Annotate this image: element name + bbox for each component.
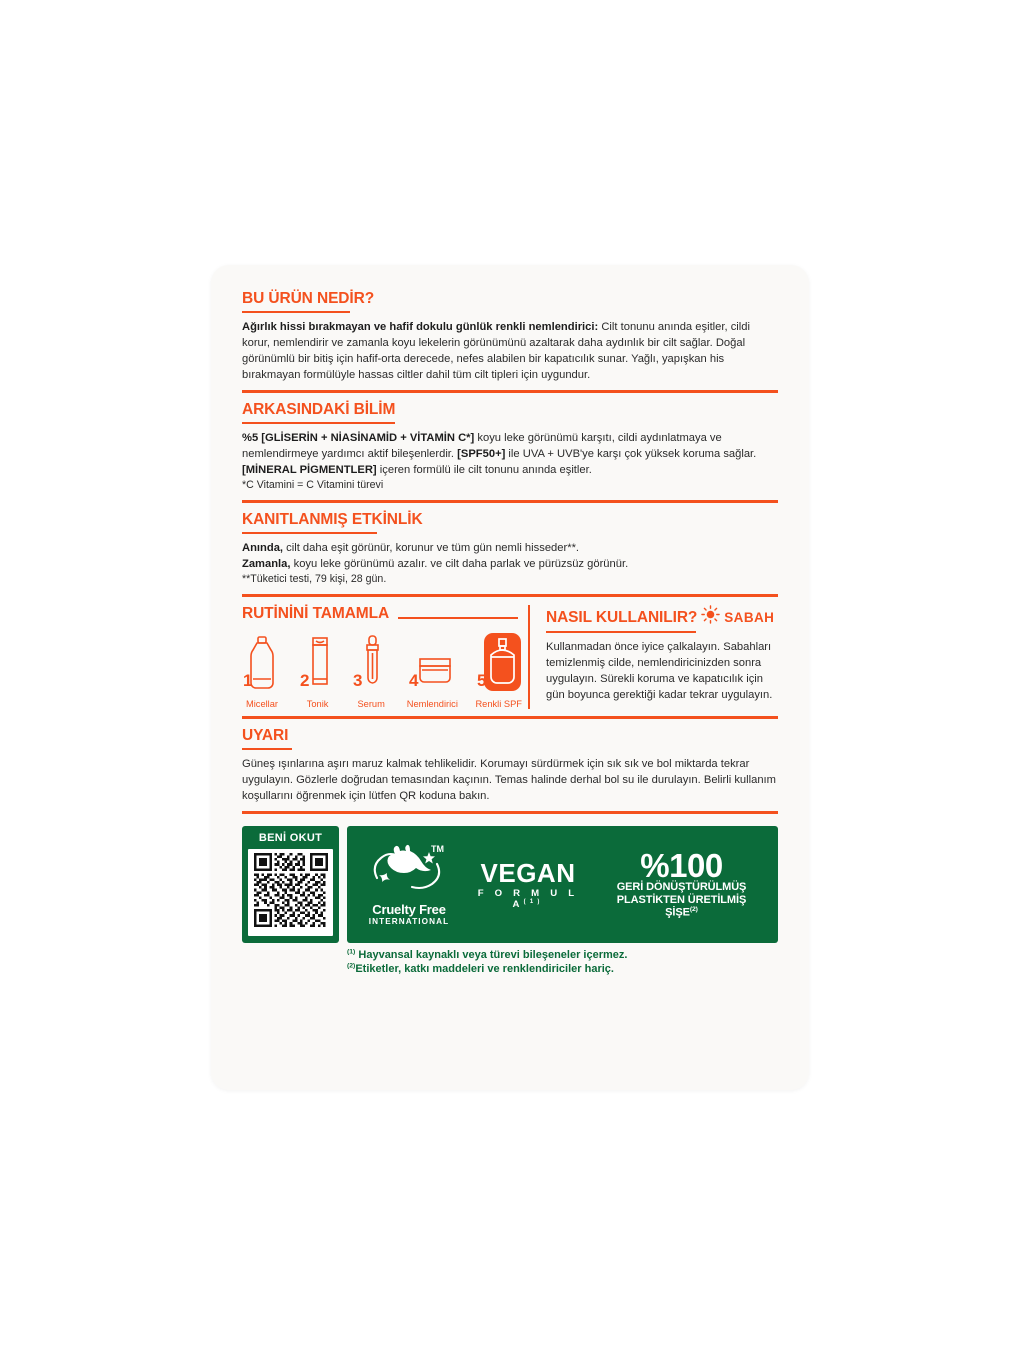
routine-step-2[interactable] [300,633,336,709]
vegan-marker: (1) [523,898,544,905]
recycled-line-3-text: ŞİŞE [665,906,690,919]
efficacy-line-2 [242,556,778,572]
section-efficacy [242,511,778,587]
routine-header [242,605,518,623]
section-science [242,401,778,493]
usage-time-label: SABAH [724,609,775,625]
efficacy-footnote: **Tüketici testi, 79 kişi, 28 gün. [242,573,387,586]
efficacy-line-2-text: koyu leke görünümü azalır. ve cilt daha parlak ve pürüzsüz görünür. [290,558,629,571]
routine-steps [242,633,522,709]
section-title-science: ARKASINDAKİ BİLİM [242,401,396,419]
cruelty-free-sub: INTERNATIONAL [368,916,450,926]
efficacy-line-1-text: cilt daha eşit görünür, korunur ve tüm gün nemli hisseder**. [283,542,580,555]
svg-text:5: 5 [476,671,487,691]
title-underline [242,422,395,424]
routine-step-1-label: Micellar [245,699,279,710]
title-underline [546,631,696,633]
tm-mark: TM [431,843,444,854]
science-footnote: *C Vitamini = C Vitamini türevi [242,479,384,492]
section-divider [242,594,778,597]
science-body [242,430,778,478]
claims-block [347,826,778,943]
section-routine-usage [242,605,778,709]
section-divider [242,390,778,393]
svg-text:3: 3 [353,671,363,691]
svg-text:1: 1 [243,671,253,691]
svg-text:2: 2 [299,671,310,691]
recycled-line-2: PLASTİKTEN ÜRETİLMİŞ [616,893,747,906]
recycled-badge [595,847,768,919]
product-label-card [211,265,809,1090]
section-what-is-this [242,290,778,383]
efficacy-line-2-bold: Zamanla, [242,558,291,571]
efficacy-line-1 [242,540,778,556]
vegan-sub-text: F O R M U L A [477,887,579,910]
section-warning [242,727,778,804]
routine-step-1[interactable] [242,633,282,709]
spf-tube-icon [475,633,522,695]
section-title-what: BU ÜRÜN NEDİR? [242,290,375,307]
footnote-2-text: Etiketler, katkı maddeleri ve renklendiriciler hariç. [355,963,614,976]
qr-block[interactable] [242,826,339,943]
science-text-3: içeren formülü ile cilt tonunu anında eşitler. [376,464,592,477]
title-underline [398,617,518,619]
science-ingredients: %5 [GLİSERİN + NİASİNAMİD + VİTAMİN C*] [242,432,475,445]
recycled-line-3 [595,906,768,919]
science-spf: [SPF50+] [457,448,506,461]
warning-body: Güneş ışınlarına aşırı maruz kalmak tehlikelidir. Korumayı sürdürmek için sık sık ve bol miktarda tekrar uygulayın. Gözlerle doğrudan temasından kaçının. Temas halinde derhal bol su ile durulayın. Belirli kullanım koşullarını öğrenmek için lütfen QR koduna bakın. [242,758,776,803]
what-lead: Ağırlık hissi bırakmayan ve hafif dokulu günlük renkli nemlendirici: [242,321,599,333]
what-text: Cilt tonunu anında eşitler, cildi korur, nemlendirir ve zamanla koyu lekelerin görünümünü azaltarak daha aydınlık bir cilt sağlar. Doğal görünümlü bir bitiş için hafif-orta derecede, nefes alabilen bir kapatıcılık sunar. Yağlı, yapışkan his bırakmayan formülüyle hassas ciltler dahil tüm cilt tipleri için uygundur. [242,321,750,382]
label-content [242,290,778,976]
section-usage [528,605,778,709]
routine-step-5-label: Renkli SPF [475,699,522,710]
title-underline [242,311,350,313]
what-body [242,319,778,383]
section-routine [242,605,528,709]
section-title-usage: NASIL KULLANILIR? [546,608,698,626]
footnote-2-marker: (2) [347,962,356,970]
bottle-icon [242,633,282,695]
efficacy-line-1-bold: Anında, [242,542,284,555]
section-title-warning: UYARI [242,727,289,745]
tonic-bottle-icon [300,633,336,695]
science-text-1: koyu leke görünümü karşıtı, cildi aydınlatmaya ve nemlendirmeye yardımcı aktif bileşenlerdir. [242,432,722,461]
cruelty-free-logo [357,844,461,926]
footnote-1-marker: (1) [347,948,356,956]
footnote-1 [347,948,778,962]
routine-step-4-label: Nemlendirici [406,699,458,710]
section-divider [242,500,778,503]
section-title-efficacy: KANITLANMIŞ ETKİNLİK [242,511,423,529]
section-divider [242,811,778,814]
routine-step-2-label: Tonik [306,699,329,710]
vegan-badge [467,857,589,910]
footnote-2 [347,962,778,976]
title-underline [242,748,292,750]
certification-band [242,826,778,943]
svg-text:4: 4 [409,671,419,691]
routine-step-3-label: Serum [357,699,385,710]
science-text-2: ile UVA + UVB'ye karşı çok yüksek koruma sağlar. [505,448,757,461]
footnote-1-text: Hayvansal kaynaklı veya türevi bileşeneler içermez. [358,949,628,962]
jar-icon [407,633,458,695]
recycled-percent: %100 [640,847,723,885]
vegan-sub [467,888,589,910]
section-divider [242,716,778,719]
recycled-line-1: GERİ DÖNÜŞTÜRÜLMÜŞ [616,881,747,894]
usage-body: Kullanmadan önce iyice çalkalayın. Sabahları temizlenmiş cilde, nemlendiricinizden sonra uygulayın. Sürekli koruma ve kapatıcılık için gün boyunca gerektiği kadar tekrar uygulayın. [546,641,773,702]
recycled-marker: (2) [689,906,698,914]
vegan-word: VEGAN [480,857,576,888]
routine-step-4[interactable] [407,633,458,709]
usage-header [546,605,778,629]
section-title-routine: RUTİNİNİ TAMAMLA [242,605,390,623]
routine-step-5[interactable] [475,633,522,709]
cruelty-free-name: Cruelty Free [372,901,446,917]
title-underline [242,532,377,534]
routine-step-3[interactable] [353,633,389,709]
sun-icon [701,605,720,629]
certification-footnotes [347,948,778,976]
dropper-icon [353,633,389,695]
qr-caption: BENİ OKUT [258,832,323,845]
qr-code-icon[interactable] [248,849,333,936]
science-pigments: [MİNERAL PİGMENTLER] [242,464,377,477]
